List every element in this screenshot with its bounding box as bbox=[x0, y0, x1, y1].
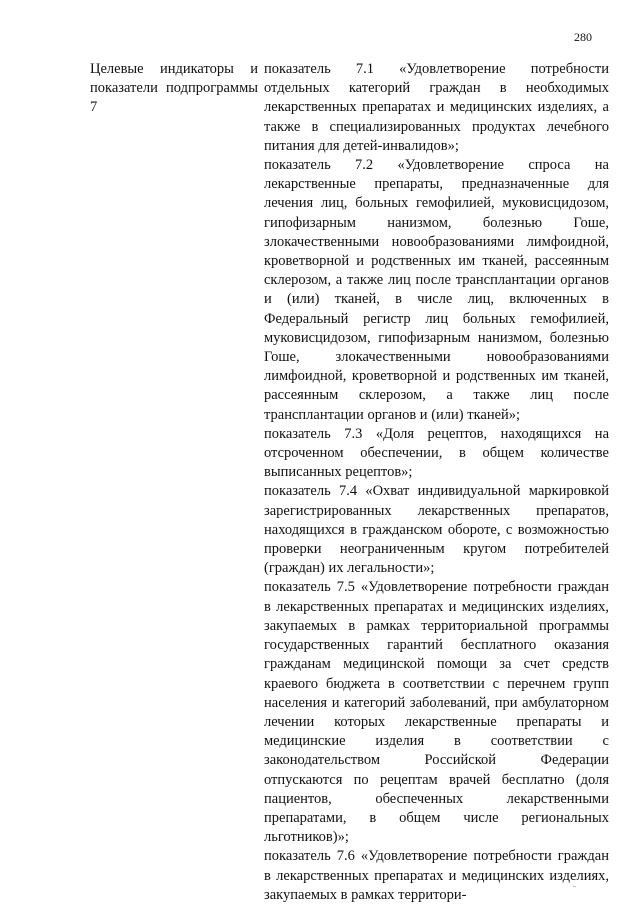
indicator-7-1: показатель 7.1 «Удовлетворение потребности отдельных категорий граждан в необходимых лекарственных препаратах и медицинских изделиях, а также в специализированных продуктах лечебного питания для детей-инвалидов»; bbox=[264, 61, 609, 154]
page-number: 280 bbox=[574, 30, 592, 44]
indicator-7-5: показатель 7.5 «Удовлетворение потребности граждан в лекарственных препаратах и медицинских изделиях, закупаемых в рамках территориальной программы государственных гарантий бесплатного оказания гражданам медицинской помощи за счет средств краевого бюджета в соответствии с перечнем групп населения и категорий заболеваний, при амбулаторном лечении которых лекарственные препараты и медицинские изделия в соответствии с законодательством Российской Федерации отпускаются по рецептам врачей бесплатно (доля пациентов, обеспеченных лекарственными препаратами, в общем числе региональных льготников)»; bbox=[264, 579, 609, 846]
section-heading: Целевые индикаторы и показатели подпрограммы 7 bbox=[90, 61, 258, 115]
indicator-7-2: показатель 7.2 «Удовлетворение спроса на лекарственные препараты, предназначенные для лечения лиц, больных гемофилией, муковисцидозом, гипофизарным нанизмом, болезнью Гоше, злокачественными новообразованиями лимфоидной, кроветворной и родственных им тканей, рассеянным склерозом, а также лиц после трансплантации органов и (или) тканей, в числе лиц, включенных в Федеральный регистр лиц больных гемофилией, муковисцидозом, гипофизарным нанизмом, болезнью Гоше, злокачественными новообразованиями лимфоидной, кроветворной и родственных им тканей, рассеянным склерозом, а также лиц после трансплантации органов и (или) тканей»; bbox=[264, 157, 609, 423]
indicator-7-6: показатель 7.6 «Удовлетворение потребности граждан в лекарственных препаратах и медицинских изделиях, закупаемых в рамках территори- bbox=[264, 848, 609, 903]
indicators-list bbox=[264, 60, 609, 905]
indicator-7-3: показатель 7.3 «Доля рецептов, находящихся на отсроченном обеспечении, в общем количестве выписанных рецептов»; bbox=[264, 425, 609, 481]
indicator-7-4: показатель 7.4 «Охват индивидуальной маркировкой зарегистрированных лекарственных препаратов, находящихся в гражданском обороте, с возможностью проверки неограниченным кругом потребителей (граждан) их легальности»; bbox=[264, 483, 609, 577]
scan-artifact bbox=[573, 886, 576, 887]
